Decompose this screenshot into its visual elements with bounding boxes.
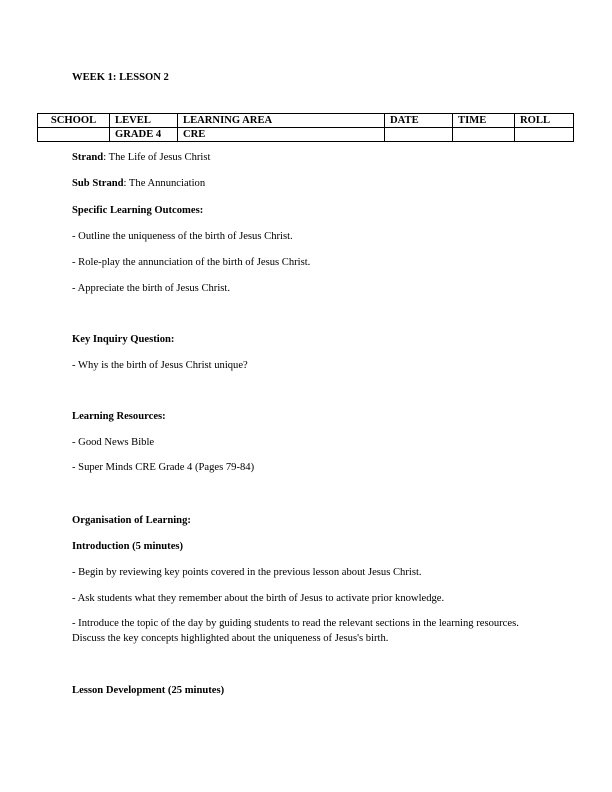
header-learning-area: LEARNING AREA bbox=[178, 114, 385, 128]
sub-strand-value: : The Annunciation bbox=[123, 178, 206, 189]
header-date: DATE bbox=[385, 114, 453, 128]
cell-roll bbox=[515, 128, 574, 142]
list-item: - Appreciate the birth of Jesus Christ. bbox=[72, 283, 230, 294]
header-level: LEVEL bbox=[110, 114, 178, 128]
list-item: - Why is the birth of Jesus Christ unique? bbox=[72, 360, 248, 371]
list-item: - Role-play the annunciation of the birth of Jesus Christ. bbox=[72, 257, 311, 268]
list-item: - Outline the uniqueness of the birth of Jesus Christ. bbox=[72, 231, 293, 242]
header-school: SCHOOL bbox=[38, 114, 110, 128]
strand-line bbox=[72, 151, 210, 164]
lesson-info-table bbox=[37, 113, 574, 142]
cell-level: GRADE 4 bbox=[110, 128, 178, 142]
table-row bbox=[38, 128, 574, 142]
list-item: - Begin by reviewing key points covered in the previous lesson about Jesus Christ. bbox=[72, 567, 422, 578]
header-roll: ROLL bbox=[515, 114, 574, 128]
kiq-heading: Key Inquiry Question: bbox=[72, 334, 175, 345]
lesson-title: WEEK 1: LESSON 2 bbox=[72, 72, 169, 83]
list-item: - Super Minds CRE Grade 4 (Pages 79-84) bbox=[72, 462, 255, 473]
list-item: - Good News Bible bbox=[72, 437, 155, 448]
strand-value: : The Life of Jesus Christ bbox=[103, 152, 211, 163]
slo-heading: Specific Learning Outcomes: bbox=[72, 205, 204, 216]
introduction-heading: Introduction (5 minutes) bbox=[72, 541, 184, 552]
cell-learning-area: CRE bbox=[178, 128, 385, 142]
header-time: TIME bbox=[453, 114, 515, 128]
sub-strand-line bbox=[72, 177, 205, 190]
development-heading: Lesson Development (25 minutes) bbox=[72, 685, 225, 696]
cell-school bbox=[38, 128, 110, 142]
cell-time bbox=[453, 128, 515, 142]
table-header-row bbox=[38, 114, 574, 128]
list-item: - Ask students what they remember about the birth of Jesus to activate prior knowledge. bbox=[72, 593, 445, 604]
strand-label: Strand bbox=[72, 152, 104, 163]
resources-heading: Learning Resources: bbox=[72, 411, 166, 422]
list-item: - Introduce the topic of the day by guiding students to read the relevant sections in the learning resources. Discuss the key concepts highlighted about the uniqueness of Jesus's birth. bbox=[72, 618, 519, 644]
cell-date bbox=[385, 128, 453, 142]
sub-strand-label: Sub Strand bbox=[72, 178, 124, 189]
organisation-heading: Organisation of Learning: bbox=[72, 515, 191, 526]
